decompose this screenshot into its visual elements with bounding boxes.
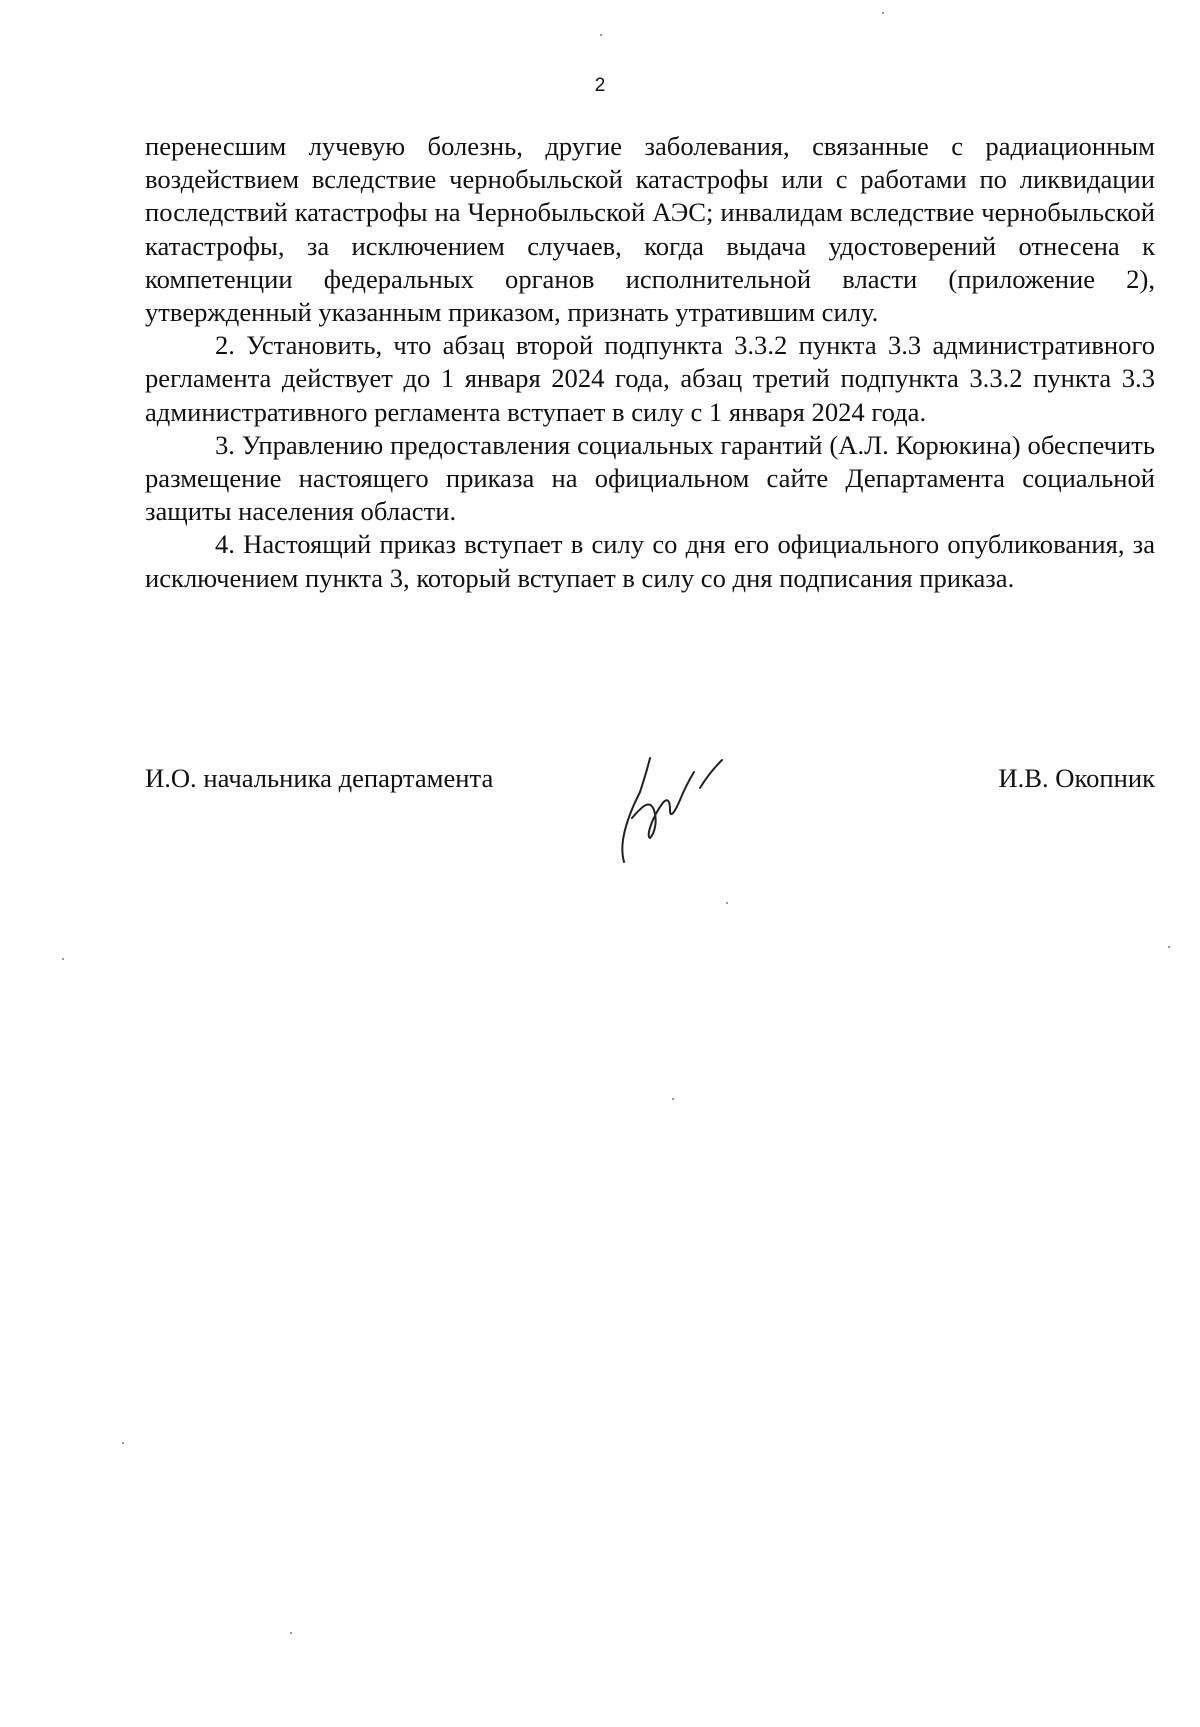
- scan-speck: [726, 902, 728, 904]
- paragraph-item-2: 2. Установить, что абзац второй подпункта 3.3.2 пункта 3.3 административного регламента действует до 1 января 2024 года, абзац третий подпункта 3.3.2 пункта 3.3 административного регламента вступает в силу с 1 января 2024 года.: [145, 330, 1155, 427]
- scan-speck: [600, 34, 602, 36]
- scan-speck: [122, 1442, 124, 1444]
- handwritten-signature: [610, 752, 760, 882]
- scan-speck: [290, 1632, 292, 1634]
- scan-speck: [1168, 946, 1170, 948]
- signatory-position: И.О. начальника департамента: [145, 763, 494, 793]
- paragraph-item-3: 3. Управлению предоставления социальных гарантий (А.Л. Корюкина) обеспечить размещение настоящего приказа на официальном сайте Департамента социальной защиты населения области.: [145, 429, 1155, 527]
- document-body: [145, 130, 1155, 595]
- scan-speck: [672, 1098, 674, 1100]
- scan-speck: [882, 12, 884, 14]
- scan-speck: [62, 958, 64, 960]
- page-number: 2: [594, 75, 606, 96]
- paragraph-item-4: 4. Настоящий приказ вступает в силу со дня его официального опубликования, за исключением пункта 3, который вступает в силу со дня подписания приказа.: [145, 529, 1155, 593]
- signatory-name: И.В. Окопник: [998, 763, 1155, 793]
- paragraph-continuation: перенесшим лучевую болезнь, другие заболевания, связанные с радиационным воздействием вследствие чернобыльской катастрофы или с работами по ликвидации последствий катастрофы на Чернобыльской АЭС; инвалидам вследствие чернобыльской катастрофы, за исключением случаев, когда выдача удостоверений отнесена к компетенции федеральных органов исполнительной власти (приложение 2), утвержденный указанным приказом, признать утратившим силу.: [145, 131, 1155, 328]
